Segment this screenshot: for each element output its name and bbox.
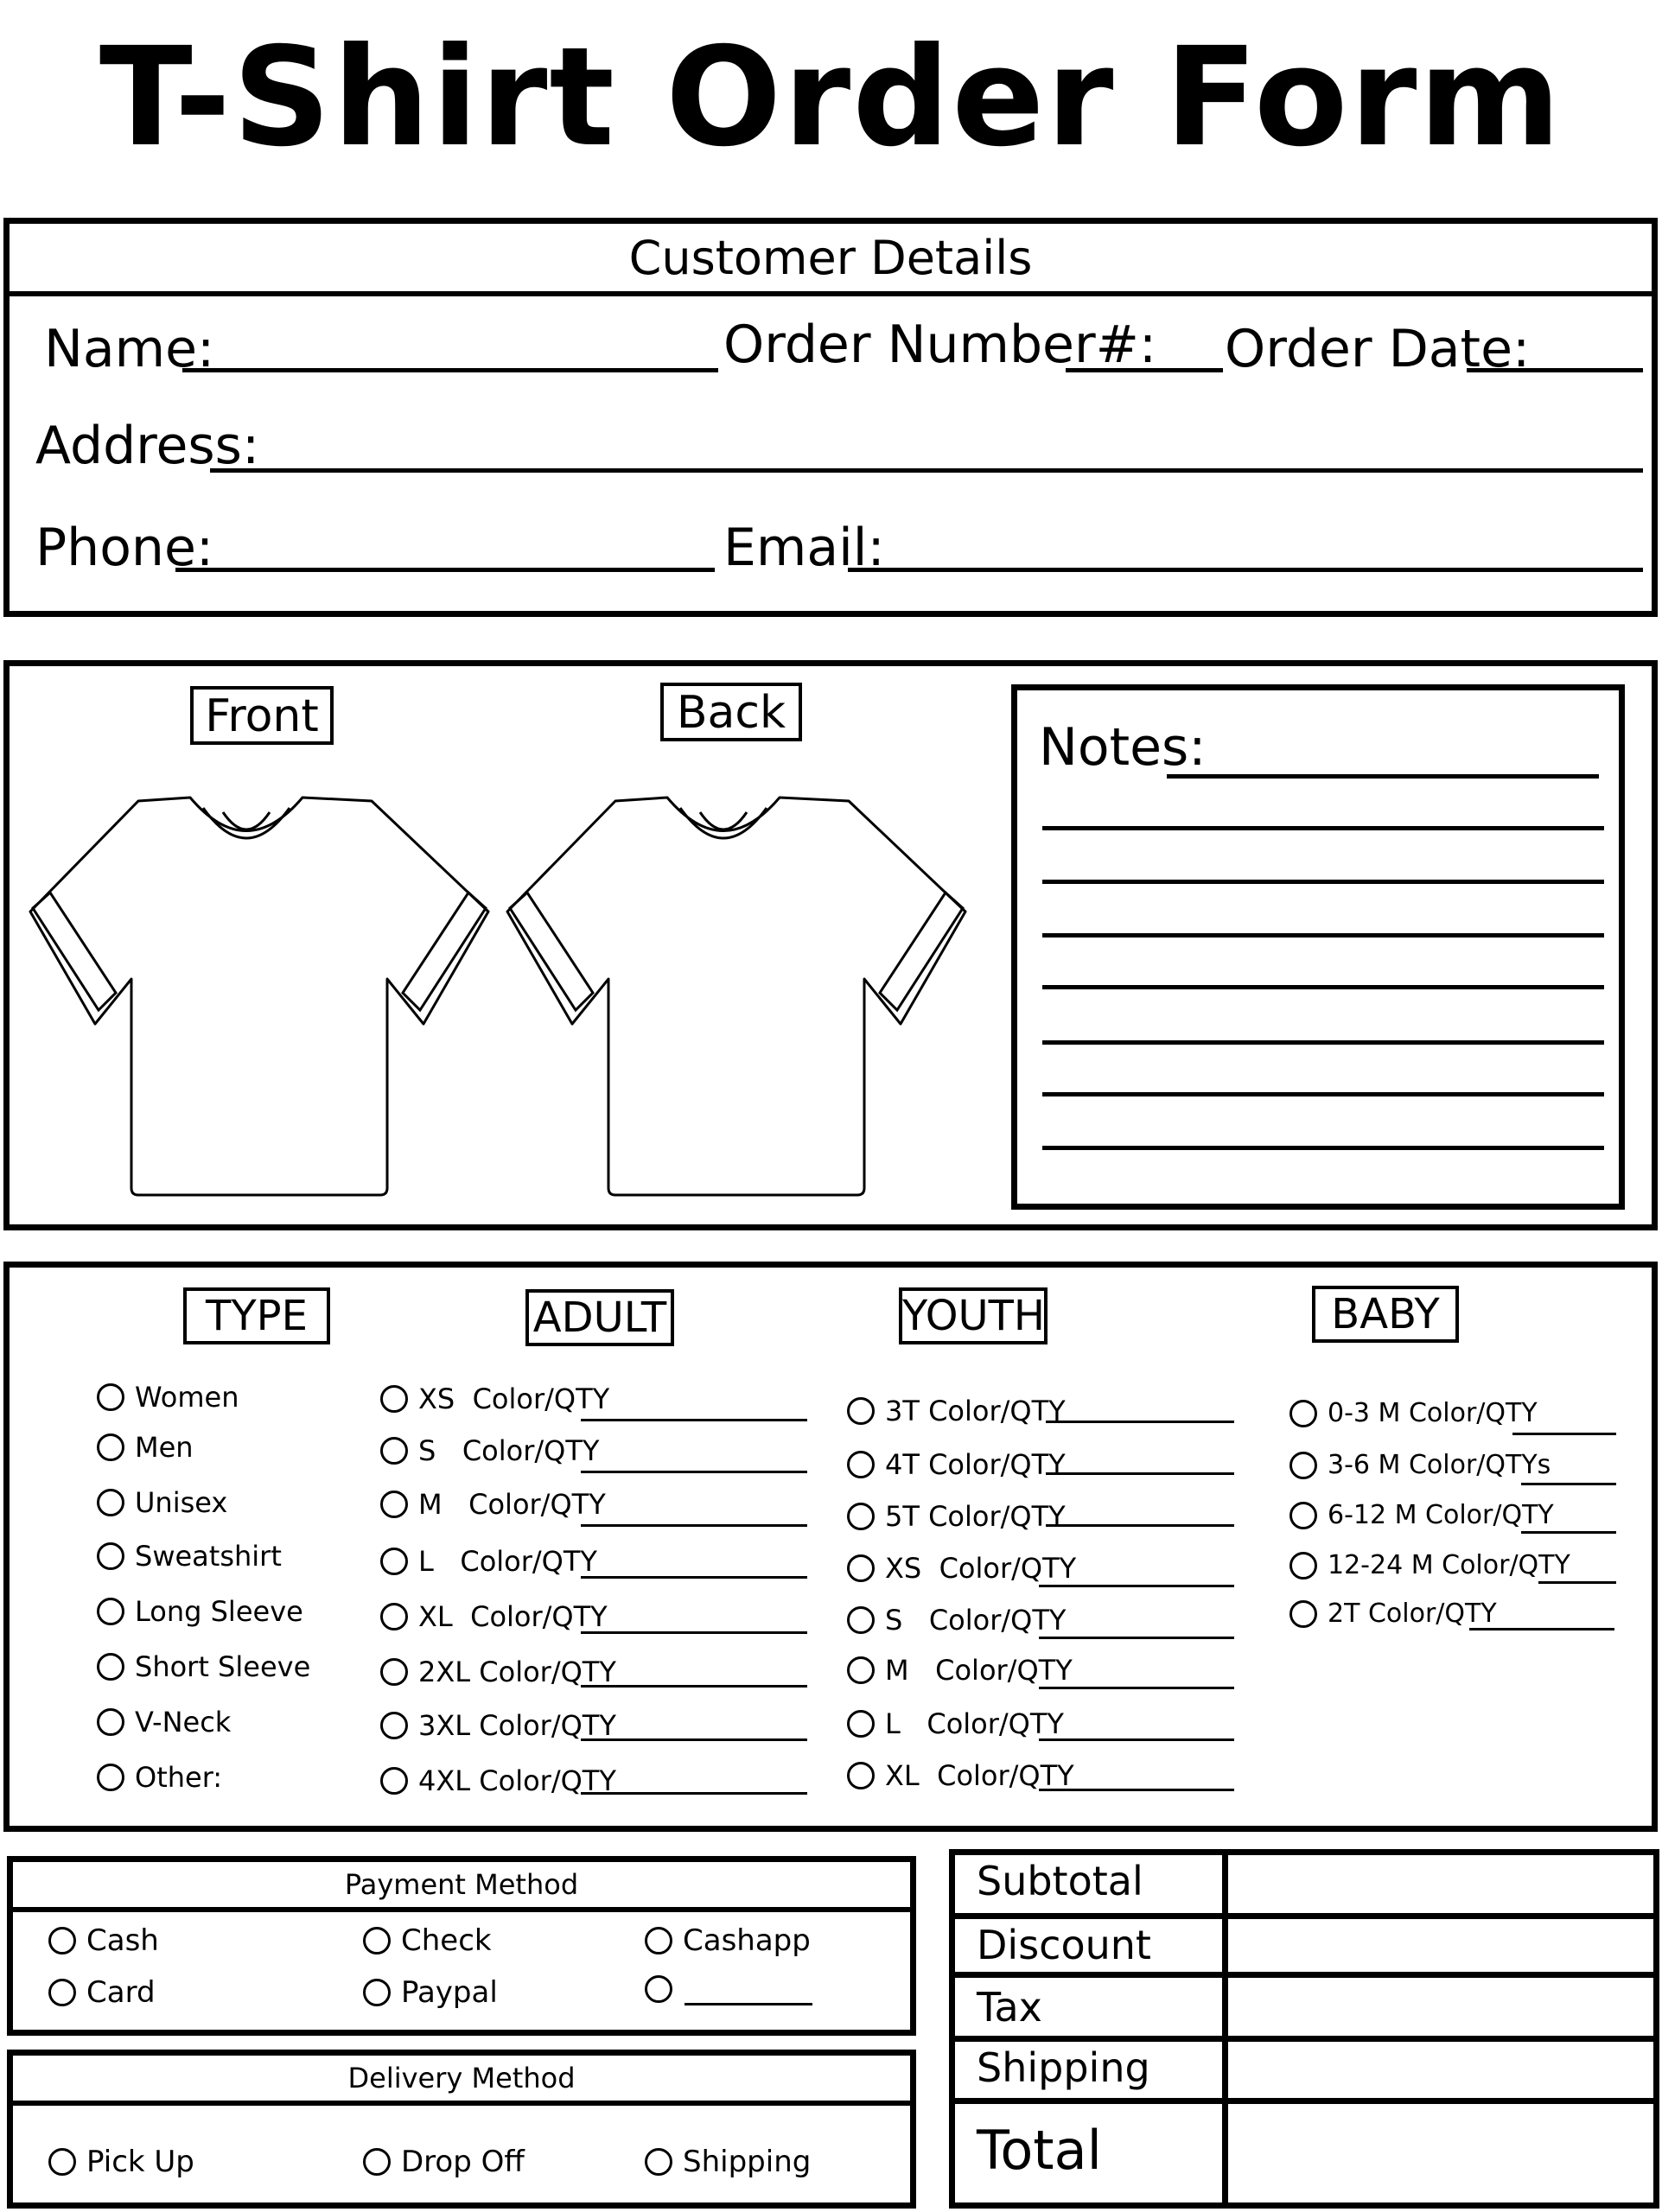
youth-option-4t[interactable]: 4T Color/QTY [847, 1448, 1066, 1481]
radio-button[interactable] [97, 1764, 124, 1791]
radio-button[interactable] [847, 1397, 875, 1425]
adult-option-xs[interactable]: XS Color/QTY [380, 1382, 609, 1415]
radio-button[interactable] [645, 1975, 672, 2003]
notes-line-4[interactable] [1042, 933, 1604, 938]
discount-label: Discount [977, 1922, 1151, 1968]
youth-4t-line[interactable] [1046, 1472, 1234, 1475]
address-label: Address: [35, 416, 260, 476]
email-label: Email: [723, 518, 885, 578]
radio-button[interactable] [97, 1489, 124, 1516]
baby-option-12-24m[interactable]: 12-24 M Color/QTY [1289, 1550, 1570, 1580]
youth-option-xs[interactable]: XS Color/QTY [847, 1552, 1076, 1585]
front-label: Front [190, 686, 334, 745]
subtotal-label: Subtotal [977, 1858, 1143, 1904]
youth-option-m[interactable]: M Color/QTY [847, 1654, 1073, 1687]
total-value-cell[interactable] [1229, 2104, 1652, 2202]
delivery-option-shipping[interactable]: Shipping [645, 2145, 811, 2179]
type-option-long-sleeve[interactable]: Long Sleeve [97, 1595, 303, 1628]
notes-line-5[interactable] [1042, 985, 1604, 989]
baby-6-12m-line[interactable] [1521, 1531, 1616, 1534]
radio-button[interactable] [847, 1710, 875, 1738]
radio-button[interactable] [380, 1548, 408, 1575]
radio-button[interactable] [1289, 1400, 1317, 1427]
notes-line-7[interactable] [1042, 1092, 1604, 1096]
payment-other-line[interactable] [685, 2003, 812, 2005]
customer-details-header: Customer Details [628, 231, 1033, 285]
adult-option-4xl[interactable]: 4XL Color/QTY [380, 1764, 616, 1797]
radio-button[interactable] [847, 1606, 875, 1634]
notes-label: Notes: [1039, 717, 1207, 778]
radio-button[interactable] [380, 1603, 408, 1630]
front-tshirt-outline [26, 782, 493, 1205]
adult-option-l[interactable]: L Color/QTY [380, 1545, 597, 1578]
youth-option-3t[interactable]: 3T Color/QTY [847, 1395, 1066, 1427]
adult-option-2xl[interactable]: 2XL Color/QTY [380, 1656, 616, 1688]
youth-option-xl[interactable]: XL Color/QTY [847, 1759, 1074, 1792]
adult-xs-line[interactable] [581, 1419, 807, 1421]
adult-l-line[interactable] [581, 1576, 807, 1579]
address-field[interactable] [210, 468, 1643, 473]
total-label: Total [977, 2119, 1102, 2182]
adult-2xl-line[interactable] [581, 1685, 807, 1688]
notes-line-3[interactable] [1042, 880, 1604, 884]
radio-button[interactable] [645, 1927, 672, 1955]
youth-option-l[interactable]: L Color/QTY [847, 1707, 1064, 1740]
radio-button[interactable] [847, 1451, 875, 1478]
baby-header: BABY [1312, 1286, 1459, 1343]
radio-button[interactable] [380, 1491, 408, 1518]
radio-button[interactable] [97, 1653, 124, 1681]
back-label: Back [660, 683, 802, 741]
type-option-women[interactable]: Women [97, 1381, 239, 1414]
email-field[interactable] [848, 568, 1643, 572]
delivery-method-header: Delivery Method [347, 2062, 576, 2094]
adult-xl-line[interactable] [581, 1631, 807, 1634]
baby-2t-line[interactable] [1469, 1628, 1614, 1630]
payment-option-check[interactable]: Check [363, 1923, 492, 1958]
phone-label: Phone: [35, 518, 214, 578]
radio-button[interactable] [380, 1385, 408, 1413]
summary-divider-1 [949, 1913, 1659, 1919]
header-divider [10, 291, 1652, 296]
radio-button[interactable] [97, 1708, 124, 1736]
radio-button[interactable] [97, 1433, 124, 1461]
adult-option-s[interactable]: S Color/QTY [380, 1434, 599, 1467]
radio-button[interactable] [97, 1383, 124, 1411]
order-number-field[interactable] [1066, 368, 1223, 372]
payment-option-cashapp[interactable]: Cashapp [645, 1923, 811, 1958]
adult-option-xl[interactable]: XL Color/QTY [380, 1600, 608, 1633]
notes-line-8[interactable] [1042, 1146, 1604, 1150]
type-option-short-sleeve[interactable]: Short Sleeve [97, 1650, 310, 1683]
radio-button[interactable] [48, 1979, 76, 2006]
radio-button[interactable] [48, 2148, 76, 2176]
baby-option-3-6m[interactable]: 3-6 M Color/QTYs [1289, 1450, 1551, 1480]
radio-button[interactable] [380, 1437, 408, 1465]
radio-button[interactable] [1289, 1452, 1317, 1479]
type-option-unisex[interactable]: Unisex [97, 1486, 227, 1519]
notes-line-6[interactable] [1042, 1040, 1604, 1045]
adult-s-line[interactable] [581, 1471, 807, 1473]
radio-button[interactable] [380, 1712, 408, 1739]
summary-divider-2 [949, 1972, 1659, 1978]
tax-value-cell[interactable] [1229, 1978, 1652, 2036]
delivery-option-drop-off[interactable]: Drop Off [363, 2145, 525, 2179]
type-header: TYPE [183, 1287, 330, 1344]
radio-button[interactable] [363, 2148, 391, 2176]
discount-value-cell[interactable] [1229, 1919, 1652, 1972]
page-title: T-Shirt Order Form [99, 18, 1563, 177]
radio-button[interactable] [97, 1542, 124, 1570]
subtotal-value-cell[interactable] [1229, 1856, 1652, 1913]
youth-xl-line[interactable] [1039, 1789, 1234, 1791]
shipping-label: Shipping [977, 2044, 1150, 2091]
summary-divider-4 [949, 2098, 1659, 2104]
radio-button[interactable] [847, 1656, 875, 1684]
payment-option-cash[interactable]: Cash [48, 1923, 159, 1958]
youth-header: YOUTH [899, 1287, 1048, 1344]
youth-3t-line[interactable] [1046, 1421, 1234, 1423]
summary-divider-vertical [1222, 1849, 1228, 2209]
type-option-sweatshirt[interactable]: Sweatshirt [97, 1540, 282, 1573]
adult-option-3xl[interactable]: 3XL Color/QTY [380, 1709, 616, 1742]
radio-button[interactable] [1289, 1552, 1317, 1580]
adult-m-line[interactable] [581, 1524, 807, 1527]
notes-line-1[interactable] [1167, 774, 1599, 779]
baby-12-24m-line[interactable] [1538, 1581, 1616, 1584]
radio-button[interactable] [48, 1927, 76, 1955]
radio-button[interactable] [380, 1658, 408, 1686]
delivery-option-pick-up[interactable]: Pick Up [48, 2145, 194, 2179]
payment-method-header: Payment Method [344, 1868, 579, 1901]
payment-option-paypal[interactable]: Paypal [363, 1975, 498, 2010]
radio-button[interactable] [645, 2148, 672, 2176]
type-option-men[interactable]: Men [97, 1431, 194, 1464]
payment-option-other[interactable] [645, 1975, 683, 2003]
order-date-label: Order Date: [1225, 319, 1531, 379]
radio-button[interactable] [380, 1767, 408, 1795]
type-option-other[interactable]: Other: [97, 1761, 222, 1794]
youth-m-line[interactable] [1039, 1687, 1234, 1689]
name-field[interactable] [182, 368, 718, 372]
order-date-field[interactable] [1467, 368, 1643, 372]
adult-4xl-line[interactable] [581, 1792, 807, 1795]
name-label: Name: [44, 319, 215, 379]
baby-3-6m-line[interactable] [1521, 1483, 1616, 1485]
back-tshirt-outline [503, 782, 970, 1205]
type-option-v-neck[interactable]: V-Neck [97, 1706, 231, 1738]
radio-button[interactable] [363, 1927, 391, 1955]
phone-field[interactable] [175, 568, 715, 572]
adult-3xl-line[interactable] [581, 1738, 807, 1741]
radio-button[interactable] [1289, 1502, 1317, 1529]
tax-label: Tax [977, 1984, 1042, 2031]
adult-option-m[interactable]: M Color/QTY [380, 1488, 606, 1521]
customer-details-section [3, 218, 1658, 617]
youth-option-s[interactable]: S Color/QTY [847, 1604, 1066, 1637]
baby-0-3m-line[interactable] [1512, 1433, 1616, 1435]
payment-option-card[interactable]: Card [48, 1975, 156, 2010]
radio-button[interactable] [1289, 1600, 1317, 1628]
adult-header: ADULT [525, 1289, 674, 1346]
youth-xs-line[interactable] [1039, 1585, 1234, 1587]
shipping-value-cell[interactable] [1229, 2042, 1652, 2098]
radio-button[interactable] [363, 1979, 391, 2006]
radio-button[interactable] [847, 1503, 875, 1530]
youth-s-line[interactable] [1039, 1637, 1234, 1639]
delivery-header-divider [13, 2101, 910, 2106]
baby-option-6-12m[interactable]: 6-12 M Color/QTY [1289, 1500, 1554, 1530]
youth-l-line[interactable] [1039, 1738, 1234, 1741]
youth-5t-line[interactable] [1046, 1524, 1234, 1527]
radio-button[interactable] [847, 1554, 875, 1582]
youth-option-5t[interactable]: 5T Color/QTY [847, 1500, 1066, 1533]
baby-option-0-3m[interactable]: 0-3 M Color/QTY [1289, 1398, 1538, 1428]
order-number-label: Order Number#: [723, 315, 1157, 375]
payment-header-divider [13, 1907, 910, 1912]
delivery-method-section [7, 2050, 916, 2209]
baby-option-2t[interactable]: 2T Color/QTY [1289, 1599, 1497, 1629]
radio-button[interactable] [97, 1598, 124, 1625]
summary-divider-3 [949, 2036, 1659, 2042]
notes-line-2[interactable] [1042, 826, 1604, 830]
radio-button[interactable] [847, 1762, 875, 1789]
